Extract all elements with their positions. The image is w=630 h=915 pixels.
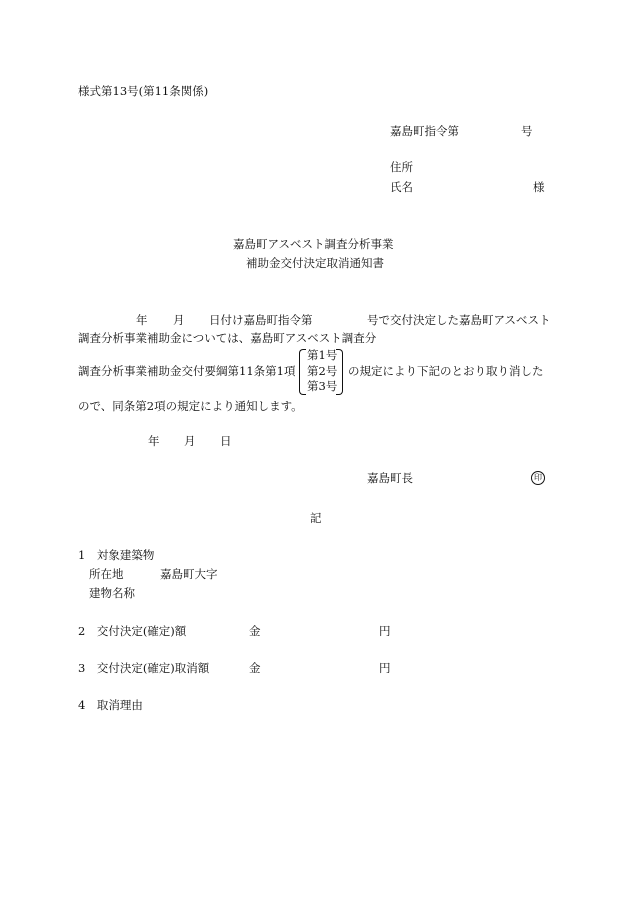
options-bracket-right [336, 349, 343, 395]
location-label: 所在地 [89, 567, 124, 581]
item2-yen: 円 [379, 624, 391, 638]
item2-kin: 金 [249, 624, 261, 638]
address-label: 住所 [390, 160, 413, 174]
item3-label: 3 交付決定(確定)取消額 [78, 661, 210, 675]
title-line2: 補助金交付決定取消通知書 [246, 256, 384, 270]
item3-yen: 円 [379, 661, 391, 675]
name-label: 氏名 [390, 180, 413, 194]
item2-label: 2 交付決定(確定)額 [78, 624, 187, 638]
honorific: 様 [533, 180, 545, 194]
seal-mark: 印 [531, 471, 545, 485]
ki-heading: 記 [310, 511, 322, 525]
body-line3-end: の規定により下記のとおり取り消した [348, 364, 544, 378]
body-year: 年 [136, 313, 148, 327]
item3-kin: 金 [249, 661, 261, 675]
directive-suffix: 号 [521, 124, 533, 138]
item1-label: 1 対象建築物 [78, 548, 155, 562]
directive-prefix: 嘉島町指令第 [390, 124, 459, 138]
body-month: 月 [173, 313, 185, 327]
body-line1-end: 号で交付決定した嘉島町アスベスト [367, 313, 551, 327]
date-year: 年 [148, 434, 160, 448]
item4-label: 4 取消理由 [78, 698, 143, 712]
building-label: 建物名称 [89, 586, 135, 600]
option-3: 第3号 [307, 379, 338, 393]
body-line2: 調査分析事業補助金については、嘉島町アスベスト調査分 [78, 331, 377, 345]
location-value: 嘉島町大字 [160, 567, 218, 581]
issuer-title: 嘉島町長 [367, 471, 413, 485]
option-2: 第2号 [307, 364, 338, 378]
date-day: 日 [220, 434, 232, 448]
title-line1: 嘉島町アスベスト調査分析事業 [233, 237, 394, 251]
body-line4: ので、同条第2項の規定により通知します。 [78, 399, 303, 413]
form-number: 様式第13号(第11条関係) [78, 84, 209, 98]
options-bracket-left [299, 349, 306, 395]
date-month: 月 [184, 434, 196, 448]
option-1: 第1号 [307, 348, 338, 362]
body-line3-start: 調査分析事業補助金交付要綱第11条第1項 [78, 364, 296, 378]
body-line1-mid: 日付け嘉島町指令第 [209, 313, 313, 327]
